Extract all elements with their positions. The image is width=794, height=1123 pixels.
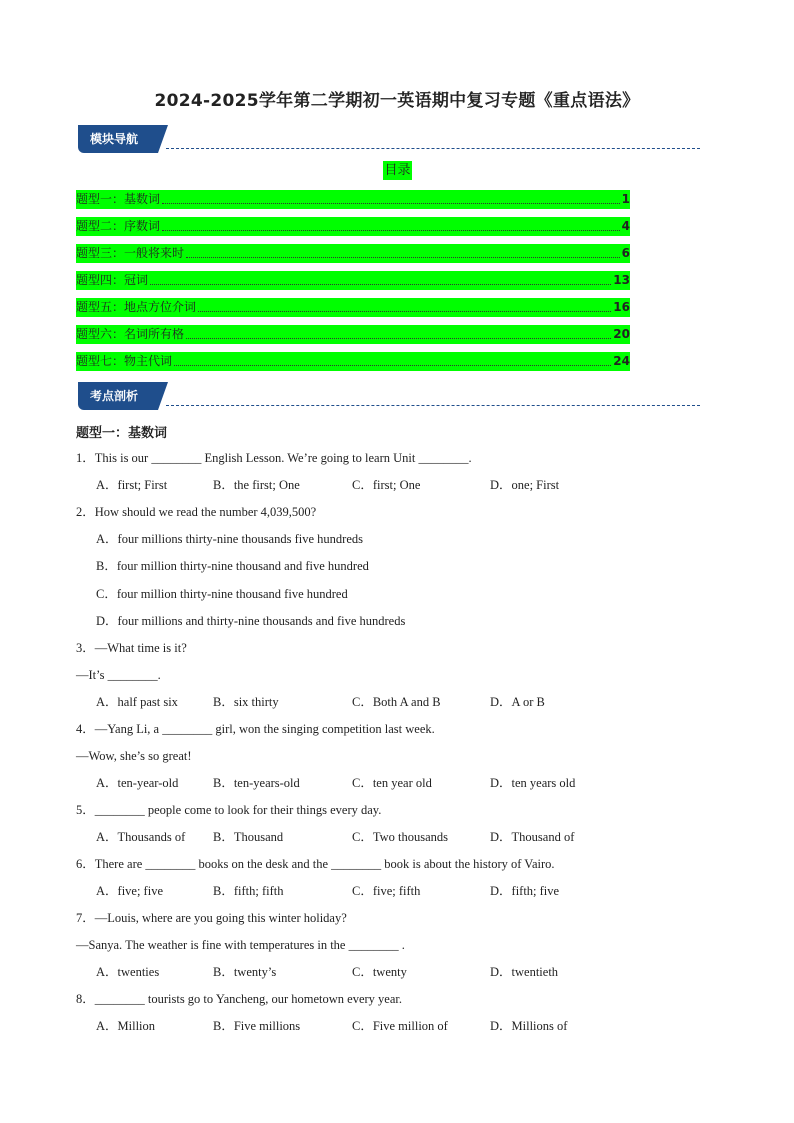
toc-item[interactable] xyxy=(76,325,630,344)
toc-item-page: 1 xyxy=(621,192,630,206)
toc-item[interactable] xyxy=(76,190,630,209)
option-c[interactable]: C．first; One xyxy=(352,478,421,492)
option-row xyxy=(96,964,656,980)
module-nav-banner xyxy=(78,125,700,155)
option-a[interactable]: A．four millions thirty-nine thousands five hundreds xyxy=(96,532,363,546)
toc-item-label: 题型四：冠词 xyxy=(76,273,149,287)
option-b[interactable]: B．ten-years-old xyxy=(213,776,300,790)
dashed-divider xyxy=(166,148,700,149)
toc-item-label: 题型一：基数词 xyxy=(76,192,161,206)
option-row xyxy=(96,694,656,710)
option-b[interactable]: B．twenty’s xyxy=(213,965,277,979)
toc-item[interactable] xyxy=(76,298,630,317)
option-c[interactable]: C．Two thousands xyxy=(352,830,449,844)
option-a[interactable]: A．Thousands of xyxy=(96,830,186,844)
toc-item-label: 题型五：地点方位介词 xyxy=(76,300,197,314)
dashed-divider xyxy=(166,405,700,406)
toc-item-label: 题型三：一般将来时 xyxy=(76,246,185,260)
option-c[interactable]: C．Both A and B xyxy=(352,695,441,709)
question-line: —Wow, she’s so great! xyxy=(76,749,192,763)
toc-item[interactable] xyxy=(76,352,630,371)
option-row xyxy=(96,883,656,899)
toc-leader xyxy=(150,284,611,285)
option-a[interactable]: A．twenties xyxy=(96,965,160,979)
toc-item[interactable] xyxy=(76,217,630,236)
option-d[interactable]: D．Millions of xyxy=(490,1019,568,1033)
option-b[interactable]: B．Thousand xyxy=(213,830,284,844)
question-stem: 2．How should we read the number 4,039,500? xyxy=(76,505,317,519)
toc-leader xyxy=(186,257,620,258)
option-row xyxy=(96,1018,656,1034)
option-a[interactable]: A．five; five xyxy=(96,884,163,898)
toc-item-page: 24 xyxy=(613,354,630,368)
option-d[interactable]: D．twentieth xyxy=(490,965,559,979)
toc-item-page: 4 xyxy=(621,219,630,233)
option-b[interactable]: B．Five millions xyxy=(213,1019,301,1033)
question-line: —Sanya. The weather is fine with temperatures in the ________ . xyxy=(76,938,405,952)
section-title: 题型一：基数词 xyxy=(76,426,168,441)
option-c[interactable]: C．four million thirty-nine thousand five hundred xyxy=(96,587,348,601)
toc-item[interactable] xyxy=(76,244,630,263)
toc-leader xyxy=(162,203,620,204)
option-d[interactable]: D．one; First xyxy=(490,478,560,492)
page-title: 2024-2025学年第二学期初一英语期中复习专题《重点语法》 xyxy=(154,91,640,111)
question-stem: 4．—Yang Li, a ________ girl, won the singing competition last week. xyxy=(76,722,435,736)
toc-heading: 目录 xyxy=(384,163,411,178)
toc-leader xyxy=(186,338,611,339)
toc-leader xyxy=(162,230,620,231)
toc-item-page: 20 xyxy=(613,327,630,341)
question-stem: 6．There are ________ books on the desk and the ________ book is about the history of Vairo. xyxy=(76,857,555,871)
question-stem: 1．This is our ________ English Lesson. We’re going to learn Unit ________. xyxy=(76,451,472,465)
toc-item-label: 题型七：物主代词 xyxy=(76,354,173,368)
option-b[interactable]: B．six thirty xyxy=(213,695,279,709)
option-row xyxy=(96,829,656,845)
toc-item-label: 题型二：序数词 xyxy=(76,219,161,233)
question-stem: 5．________ people come to look for their things every day. xyxy=(76,803,382,817)
option-row xyxy=(96,775,656,791)
toc-item-page: 13 xyxy=(613,273,630,287)
analysis-banner xyxy=(78,382,700,412)
option-b[interactable]: B．four million thirty-nine thousand and five hundred xyxy=(96,559,369,573)
question-stem: 3．—What time is it? xyxy=(76,641,187,655)
option-c[interactable]: C．Five million of xyxy=(352,1019,448,1033)
option-a[interactable]: A．ten-year-old xyxy=(96,776,179,790)
option-b[interactable]: B．fifth; fifth xyxy=(213,884,284,898)
option-d[interactable]: D．Thousand of xyxy=(490,830,575,844)
option-a[interactable]: A．Million xyxy=(96,1019,156,1033)
toc-leader xyxy=(174,365,611,366)
question-line: —It’s ________. xyxy=(76,668,161,682)
question-stem: 7．—Louis, where are you going this winter holiday? xyxy=(76,911,347,925)
option-d[interactable]: D．fifth; five xyxy=(490,884,560,898)
option-d[interactable]: D．four millions and thirty-nine thousands and five hundreds xyxy=(96,614,406,628)
option-b[interactable]: B．the first; One xyxy=(213,478,300,492)
option-c[interactable]: C．twenty xyxy=(352,965,407,979)
option-c[interactable]: C．five; fifth xyxy=(352,884,421,898)
toc-item-page: 6 xyxy=(621,246,630,260)
option-d[interactable]: D．ten years old xyxy=(490,776,576,790)
option-row xyxy=(96,477,656,493)
analysis-label: 考点剖析 xyxy=(78,382,158,410)
option-a[interactable]: A．half past six xyxy=(96,695,178,709)
option-d[interactable]: D．A or B xyxy=(490,695,545,709)
question-stem: 8．________ tourists go to Yancheng, our hometown every year. xyxy=(76,992,403,1006)
toc-item-label: 题型六：名词所有格 xyxy=(76,327,185,341)
module-nav-label: 模块导航 xyxy=(78,125,158,153)
toc-item-page: 16 xyxy=(613,300,630,314)
toc-leader xyxy=(198,311,611,312)
toc-item[interactable] xyxy=(76,271,630,290)
option-c[interactable]: C．ten year old xyxy=(352,776,432,790)
option-a[interactable]: A．first; First xyxy=(96,478,168,492)
